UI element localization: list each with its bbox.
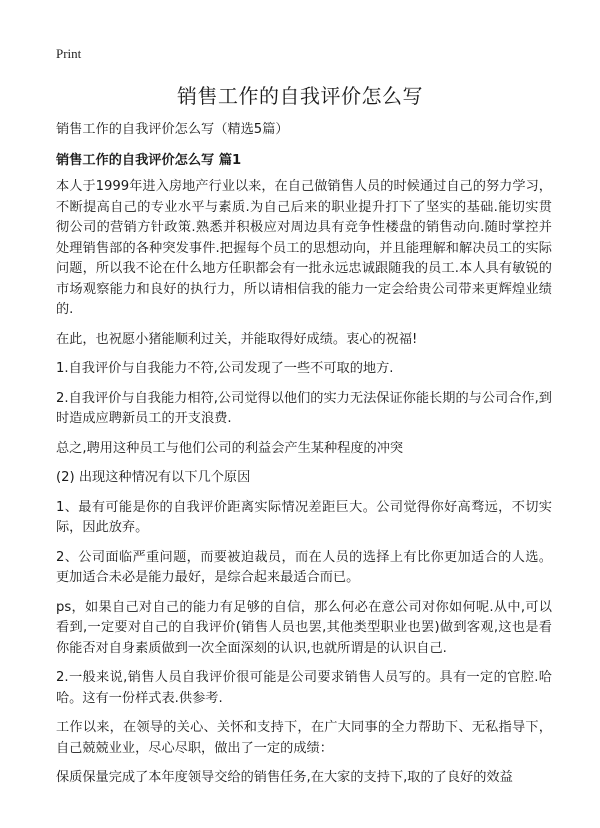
paragraph-work: 工作以来，在领导的关心、关怀和支持下，在广大同事的全力帮助下、无私指导下，自己兢兢业业，尽心尽职，做出了一定的成绩： (56, 720, 552, 756)
paragraph-intro: 本人于1999年进入房地产行业以来，在自己做销售人员的时候通过自己的努力学习，不断提高自己的专业水平与素质.为自己后来的职业提升打下了坚实的基础.能切实贯彻公司的营销方针政策.熟悉并积极应对周边具有竞争性楼盘的销售动向.随时掌控并处理销售部的各种突发事件.把握每个员工的思想动向，并且能理解和解决员工的实际问题，所以我不论在什么地方任职都会有一批永远忠诚跟随我的员工.本人具有敏锐的市场观察能力和良好的执行力，所以请相信我的能力一定会给贵公司带来更辉煌业绩的. (56, 179, 552, 317)
paragraph-reason-2: 2、公司面临严重问题，而要被迫裁员，而在人员的选择上有比你更加适合的人选。更加适合未必是能力最好，是综合起来最适合而已。 (56, 549, 552, 585)
paragraph-point-1: 1.自我评价与自我能力不符,公司发现了一些不可取的地方. (56, 361, 394, 376)
print-label: Print (56, 46, 82, 61)
paragraph-ps: ps，如果自己对自己的能力有足够的自信，那么何必在意公司对你如何呢.从中,可以看到,一定要对自己的自我评价(销售人员也罢,其他类型职业也罢)做到客观,这也是看你能否对自身素质做到一次全面深刻的认识,也就所谓是的认识自己. (56, 599, 552, 656)
paragraph-wishes: 在此，也祝愿小猪能顺利过关，并能取得好成绩。衷心的祝福! (56, 331, 418, 347)
paragraph-reason-1: 1、最有可能是你的自我评价距离实际情况差距巨大。公司觉得你好高骛远，不切实际，因此放弃。 (56, 499, 552, 535)
paragraph-reasons-heading: (2) 出现这种情况有以下几个原因 (56, 470, 251, 485)
paragraph-general: 2.一般来说,销售人员自我评价很可能是公司要求销售人员写的。具有一定的官腔.哈哈。这有一份样式表.供参考. (56, 670, 552, 706)
section-heading: 销售工作的自我评价怎么写 篇1 (56, 152, 242, 168)
paragraph-quota: 保质保量完成了本年度领导交给的销售任务,在大家的支持下,取的了良好的效益 (56, 770, 513, 785)
document-body (56, 120, 552, 798)
paragraph-summary: 总之,聘用这种员工与他们公司的利益会产生某种程度的冲突 (56, 440, 404, 456)
paragraph-point-2: 2.自我评价与自我能力相符,公司觉得以他们的实力无法保证你能长期的与公司合作,到时造成应聘新员工的开支浪费. (56, 390, 552, 426)
document-subtitle: 销售工作的自我评价怎么写（精选5篇） (56, 122, 289, 137)
document-title: 销售工作的自我评价怎么写 (177, 84, 423, 108)
